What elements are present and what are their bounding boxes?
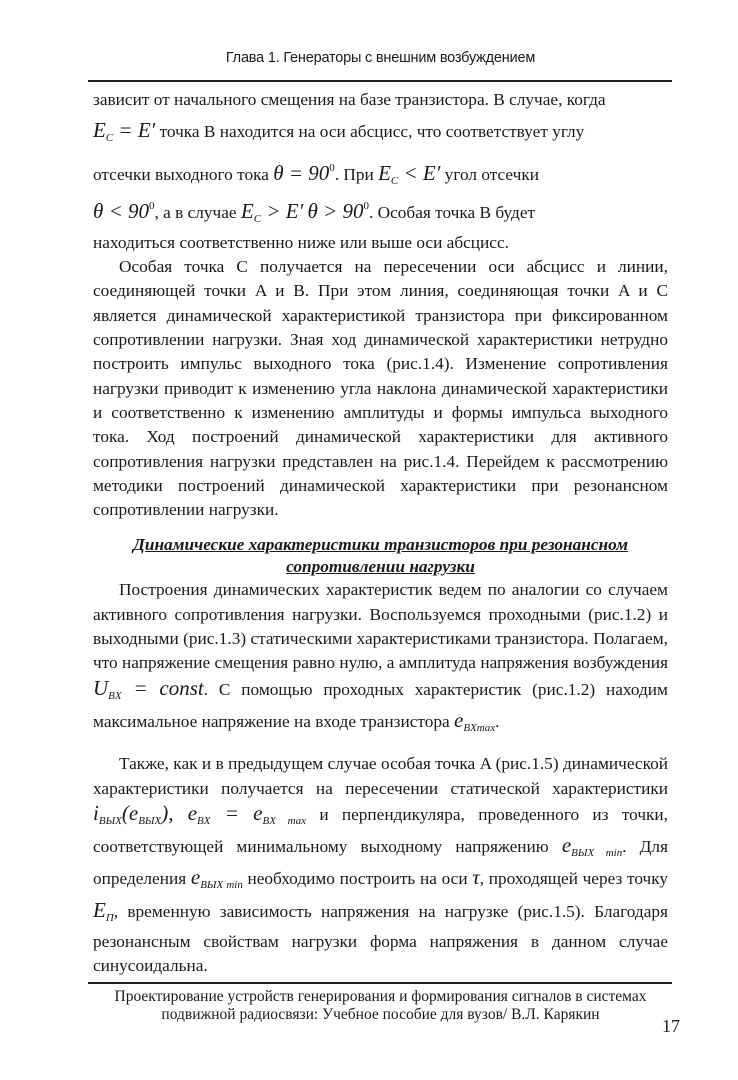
- section-heading: Динамические характеристики транзисторов при резонансном сопротивлении нагрузки: [133, 535, 628, 577]
- header-rule: [88, 80, 672, 82]
- footer-rule: [88, 982, 672, 984]
- footer-line-1: Проектирование устройств генерирования и формирования сигналов в системах: [114, 988, 647, 1005]
- page-number: 17: [662, 1016, 680, 1036]
- paragraph-4: Также, как и в предыдущем случае особая точка A (рис.1.5) динамической характеристики получается на пересечении статической характеристики $i_{ВЫХ}(e_{ВЫХ})$, $e_{BX} = e_{BX max}$ и перпендикуляра, проведенного из точки, соответствующей минимальному выходному напряжению $e_{ВЫХ min}$. Для определения $e_{ВЫХ min}$ необходимо построить на оси τ, проходящей через точку $E_П$, временную зависимость напряжения на нагрузке (рис.1.5). Благодаря резонансным свойствам нагрузки форма напряжения в данном случае синусоидальна.: [93, 754, 668, 976]
- body-text: [93, 88, 668, 979]
- paragraph-3: Построения динамических характеристик ведем по аналогии со случаем активного сопротивления нагрузки. Воспользуемся проходными (рис.1.2) и выходными (рис.1.3) статическими характеристиками транзистора. Полагаем, что напряжение смещения равно нулю, а амплитуда напряжения возбуждения $U_{BX}$ = const. С помощью проходных характеристик (рис.1.2) находим максимальное напряжение на входе транзистора $e_{BXmax}$.: [93, 580, 668, 734]
- footer-line-2: подвижной радиосвязи: Учебное пособие для вузов/ В.Л. Карякин: [161, 1006, 600, 1023]
- running-header: Глава 1. Генераторы с внешним возбуждением: [225, 50, 536, 66]
- paragraph-2: Особая точка C получается на пересечении оси абсцисс и линии, соединяющей точки A и B. При этом линия, соединяющая точки A и C является динамической характеристикой транзистора при фиксированном сопротивлении нагрузки. Зная ход динамической характеристики нетрудно построить импульс выходного тока (рис.1.4). Изменение сопротивления нагрузки приводит к изменению угла наклона динамической характеристики и соответственно к изменению амплитуды и формы импульса выходного тока. Ход построений динамической характеристики для активного сопротивления нагрузки представлен на рис.1.4. Перейдем к рассмотрению методики построений динамической характеристики при резонансном сопротивлении нагрузки.: [93, 257, 668, 520]
- paragraph-1: зависит от начального смещения на базе транзистора. В случае, когда $E_C = E'$ точка B находится на оси абсцисс, что соответствует углу отсечки выходного тока $\theta = 90^0$. При $E_C < E'$ угол отсечки $\theta < 90^0$, а в случае $E_C > E'$ $\theta > 90^0$. Особая точка B будет находиться соответственно ниже или выше оси абсцисс.: [93, 90, 606, 252]
- running-footer: [93, 988, 668, 1024]
